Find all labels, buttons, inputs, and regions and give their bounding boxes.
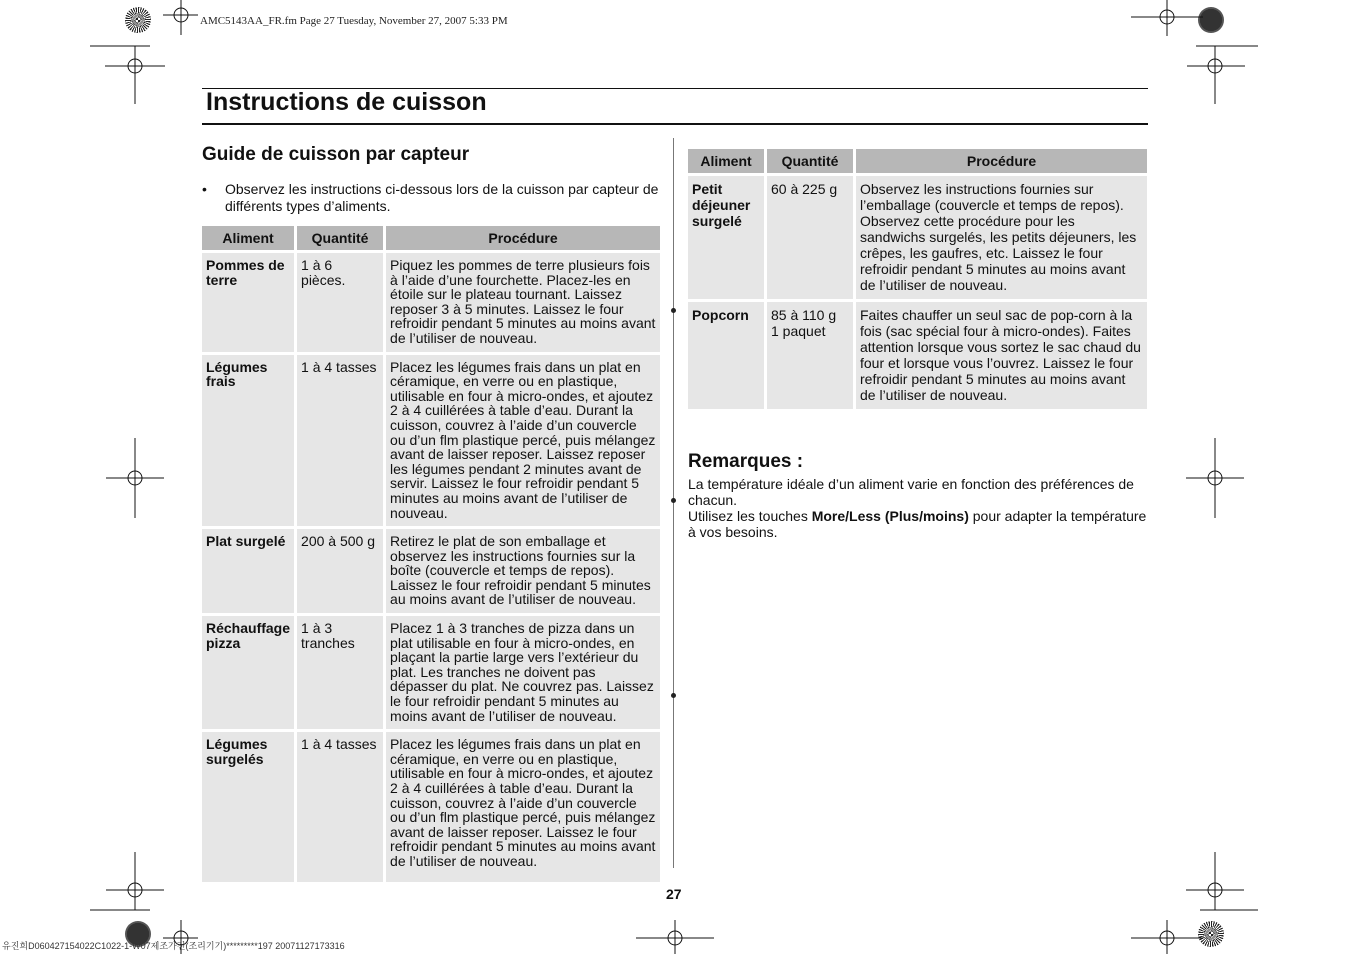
quantity-cell: 200 à 500 g bbox=[297, 529, 383, 613]
food-cell: Réchauffage pizza bbox=[202, 616, 294, 729]
table-header-row bbox=[688, 149, 1147, 173]
print-header: AMC5143AA_FR.fm Page 27 Tuesday, November 27, 2007 5:33 PM bbox=[200, 15, 508, 27]
table-header-row bbox=[202, 226, 660, 250]
col-header-procedure: Procédure bbox=[856, 149, 1147, 173]
binding-dot bbox=[671, 308, 676, 313]
remarks-line-2-prefix: Utilisez les touches bbox=[688, 508, 812, 524]
bullet-text: Observez les instructions ci-dessous lors de la cuisson par capteur de différents types d’aliments. bbox=[225, 181, 659, 214]
table-row bbox=[202, 355, 660, 527]
quantity-cell: 1 à 6 pièces. bbox=[297, 253, 383, 352]
food-cell: Plat surgelé bbox=[202, 529, 294, 613]
remarks-line-1: La température idéale d’un aliment varie en fonction des préférences de chacun. bbox=[688, 476, 1134, 508]
page-title: Instructions de cuisson bbox=[206, 88, 487, 116]
binding-dot bbox=[671, 498, 676, 503]
quantity-cell: 1 à 4 tasses bbox=[297, 732, 383, 882]
bullet-icon: • bbox=[202, 181, 207, 197]
procedure-cell: Observez les instructions fournies sur l’emballage (couvercle et temps de repos). Observez cette procédure pour les sandwichs surgelés, les petits déjeuners, les crêpes, les gaufres, etc. Laissez le four refroidir pendant 5 minutes au moins avant de l’utiliser de nouveau. bbox=[856, 176, 1147, 299]
food-cell: Pommes de terre bbox=[202, 253, 294, 352]
remarks-body bbox=[688, 476, 1148, 540]
quantity-cell: 60 à 225 g bbox=[767, 176, 853, 299]
title-bottom-rule bbox=[202, 123, 1148, 125]
procedure-cell: Piquez les pommes de terre plusieurs fois à l’aide d’une fourchette. Placez-les en étoile sur le plateau tournant. Laissez reposer 3 à 5 minutes. Laissez le four refroidir pendant 5 minutes au moins avant de l’utiliser de nouveau. bbox=[386, 253, 660, 352]
table-row bbox=[202, 616, 660, 729]
quantity-cell: 1 à 3 tranches bbox=[297, 616, 383, 729]
food-cell: Légumes frais bbox=[202, 355, 294, 527]
procedure-cell: Placez 1 à 3 tranches de pizza dans un plat utilisable en four à micro-ondes, en plaçant la partie large vers l’extérieur du plat. Les tranches ne doivent pas dépasser du plat. Ne couvrez pas. Laissez le four refroidir pendant 5 minutes au moins avant de l’utiliser de nouveau. bbox=[386, 616, 660, 729]
col-header-quantity: Quantité bbox=[767, 149, 853, 173]
sensor-cooking-table-right bbox=[685, 146, 1150, 412]
food-cell: Popcorn bbox=[688, 302, 764, 409]
procedure-cell: Placez les légumes frais dans un plat en céramique, en verre ou en plastique, utilisable en four à micro-ondes, et ajoutez 2 à 4 cuillérées à table d’eau. Durant la cuisson, couvrez à l’aide d’un couvercle ou d’un flm plastique percé, puis mélangez avant de laisser reposer. Laissez le four refroidir pendant 5 minutes au moins avant de l’utiliser de nouveau. bbox=[386, 732, 660, 882]
food-cell: Légumes surgelés bbox=[202, 732, 294, 882]
quantity-cell: 1 à 4 tasses bbox=[297, 355, 383, 527]
more-less-keys-label: More/Less (Plus/moins) bbox=[811, 508, 969, 524]
table-row bbox=[202, 253, 660, 352]
procedure-cell: Faites chauffer un seul sac de pop-corn à la fois (sac spécial four à micro-ondes). Faites attention lorsque vous sortez le sac chaud du four et lorsque vous l’ouvrez. Laissez le four refroidir pendant 5 minutes au moins avant de l’utiliser de nouveau. bbox=[856, 302, 1147, 409]
column-divider bbox=[673, 138, 674, 868]
table-row bbox=[688, 176, 1147, 299]
col-header-food: Aliment bbox=[688, 149, 764, 173]
sensor-cooking-table-left bbox=[199, 223, 663, 885]
table-row bbox=[688, 302, 1147, 409]
section-title: Guide de cuisson par capteur bbox=[202, 144, 470, 165]
remarks-line-2-suffix: pour adapter la température à vos besoins. bbox=[688, 508, 1147, 540]
table-row bbox=[202, 732, 660, 882]
print-footer: 유진희D060427154022C1022-1-W07제조가전(조리기기)*********197 20071127173316 bbox=[2, 941, 345, 951]
col-header-quantity: Quantité bbox=[297, 226, 383, 250]
col-header-procedure: Procédure bbox=[386, 226, 660, 250]
remarks-title: Remarques : bbox=[688, 451, 804, 472]
page-number: 27 bbox=[666, 886, 682, 902]
col-header-food: Aliment bbox=[202, 226, 294, 250]
table-row bbox=[202, 529, 660, 613]
remarks-line-2 bbox=[688, 508, 1148, 540]
quantity-cell: 85 à 110 g 1 paquet bbox=[767, 302, 853, 409]
procedure-cell: Retirez le plat de son emballage et observez les instructions fournies sur la boîte (couvercle et temps de repos). Laissez le four refroidir pendant 5 minutes au moins avant de l’utiliser de nouveau. bbox=[386, 529, 660, 613]
binding-dot bbox=[671, 693, 676, 698]
food-cell: Petit déjeuner surgelé bbox=[688, 176, 764, 299]
procedure-cell: Placez les légumes frais dans un plat en céramique, en verre ou en plastique, utilisable en four à micro-ondes, et ajoutez 2 à 4 cuillérées à table d’eau. Durant la cuisson, couvrez à l’aide d’un couvercle ou d’un flm plastique percé, puis mélangez avant de laisser reposer. Laissez reposer les légumes pendant 2 minutes avant de servir. Laissez le four refroidir pendant 5 minutes au moins avant de l’utiliser de nouveau. bbox=[386, 355, 660, 527]
